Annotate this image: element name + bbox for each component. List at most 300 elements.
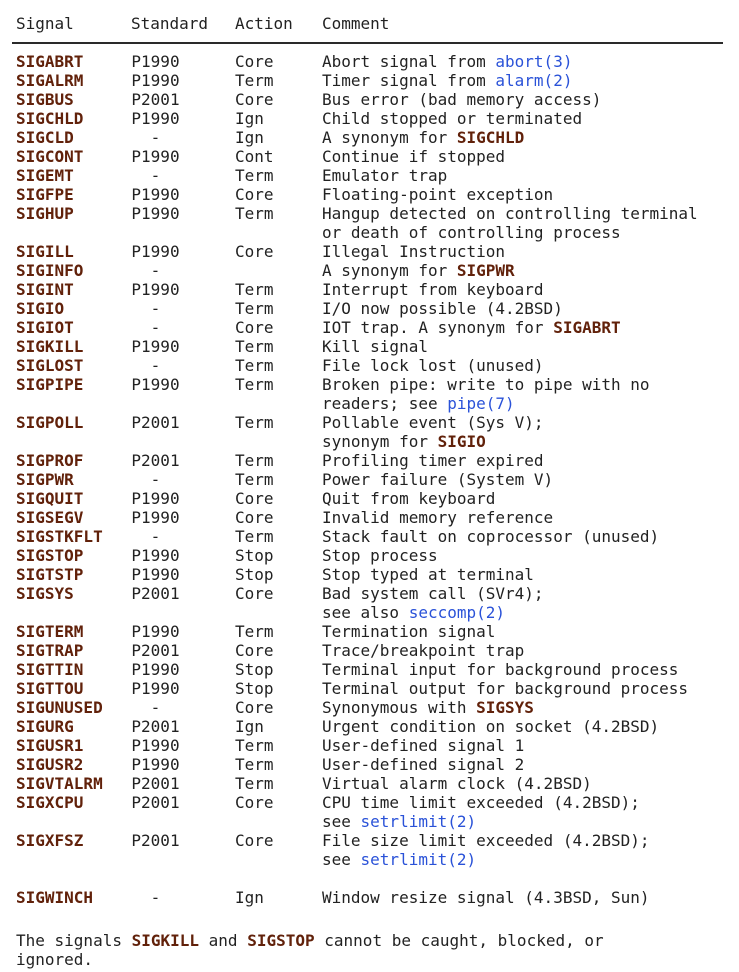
standard-cell	[131, 793, 235, 812]
man-page-link[interactable]: pipe(7)	[447, 394, 515, 413]
signal-name: SIGTTOU	[16, 679, 84, 698]
table-row	[16, 261, 723, 280]
comment-line	[322, 432, 723, 451]
standard-cell	[131, 375, 235, 394]
action-cell	[235, 166, 322, 185]
text-span: Stack fault on coprocessor (unused)	[322, 527, 660, 546]
action-value: Stop	[235, 546, 274, 565]
action-value: Stop	[235, 660, 274, 679]
signal-name-cell	[16, 736, 131, 755]
text-span: Floating-point exception	[322, 185, 554, 204]
comment-cell	[322, 90, 723, 109]
standard-value: P1990	[131, 71, 180, 90]
text-span: cannot be caught, blocked, or	[314, 931, 604, 950]
signal-name: SIGUSR2	[16, 755, 84, 774]
action-cell	[235, 318, 322, 337]
standard-value: -	[150, 356, 161, 375]
standard-value: -	[150, 527, 161, 546]
text-span: File size limit exceeded (4.2BSD);	[322, 831, 650, 850]
comment-cell	[322, 204, 723, 242]
action-cell	[235, 508, 322, 527]
text-span: Interrupt from keyboard	[322, 280, 544, 299]
standard-cell	[131, 261, 235, 280]
comment-line	[322, 223, 723, 242]
text-span: Invalid memory reference	[322, 508, 554, 527]
action-value: Term	[235, 736, 274, 755]
signal-name: SIGTSTP	[16, 565, 84, 584]
table-row	[16, 755, 723, 774]
table-row	[16, 109, 723, 128]
standard-value: P1990	[131, 508, 180, 527]
standard-cell	[131, 109, 235, 128]
action-cell	[235, 451, 322, 470]
signal-name: SIGPWR	[16, 470, 74, 489]
comment-cell	[322, 413, 723, 451]
comment-cell	[322, 166, 723, 185]
action-value: Term	[235, 71, 274, 90]
action-cell	[235, 717, 322, 736]
standard-cell	[131, 888, 235, 907]
standard-cell	[131, 698, 235, 717]
text-span: see	[322, 812, 361, 831]
text-span: Virtual alarm clock (4.2BSD)	[322, 774, 592, 793]
action-value: Stop	[235, 679, 274, 698]
text-span: ignored.	[16, 950, 94, 969]
action-cell	[235, 185, 322, 204]
table-spacer	[16, 869, 723, 888]
action-cell	[235, 527, 322, 546]
standard-value: P2001	[131, 641, 180, 660]
action-cell	[235, 470, 322, 489]
text-span: Profiling timer expired	[322, 451, 544, 470]
standard-value: P1990	[131, 280, 180, 299]
signal-name-cell	[16, 698, 131, 717]
comment-line	[322, 356, 723, 375]
signal-name: SIGHUP	[16, 204, 74, 223]
action-cell	[235, 52, 322, 71]
text-span: Broken pipe: write to pipe with no	[322, 375, 650, 394]
signal-name-cell	[16, 185, 131, 204]
signal-name: SIGSEGV	[16, 508, 84, 527]
signal-name-cell	[16, 337, 131, 356]
comment-cell	[322, 565, 723, 584]
text-span: Terminal output for background process	[322, 679, 689, 698]
table-body	[16, 52, 723, 907]
text-span: Illegal Instruction	[322, 242, 506, 261]
comment-line	[322, 280, 723, 299]
text-span: A synonym for	[322, 261, 457, 280]
standard-value: P1990	[131, 660, 180, 679]
comment-cell	[322, 337, 723, 356]
signal-reference: SIGPWR	[456, 261, 515, 280]
table-row	[16, 356, 723, 375]
signal-reference: SIGSTOP	[247, 931, 315, 950]
comment-line	[322, 413, 723, 432]
standard-cell	[131, 318, 235, 337]
action-value: Term	[235, 375, 274, 394]
signal-reference: SIGSYS	[476, 698, 534, 717]
comment-line	[322, 888, 723, 907]
comment-line	[322, 660, 723, 679]
footer-line	[16, 931, 723, 950]
action-cell	[235, 356, 322, 375]
action-cell	[235, 888, 322, 907]
signal-name: SIGCHLD	[16, 109, 84, 128]
signal-name-cell	[16, 888, 131, 907]
table-row	[16, 698, 723, 717]
comment-cell	[322, 489, 723, 508]
signal-name-cell	[16, 451, 131, 470]
standard-value: P1990	[131, 565, 180, 584]
standard-cell	[131, 128, 235, 147]
signal-name-cell	[16, 413, 131, 432]
action-value: Term	[235, 166, 274, 185]
comment-cell	[322, 717, 723, 736]
signal-name: SIGXFSZ	[16, 831, 84, 850]
text-span: Kill signal	[322, 337, 428, 356]
signal-table	[16, 14, 723, 907]
standard-cell	[131, 90, 235, 109]
standard-value: P1990	[131, 489, 180, 508]
comment-line	[322, 299, 723, 318]
table-row	[16, 774, 723, 793]
signal-name-cell	[16, 71, 131, 90]
comment-cell	[322, 128, 723, 147]
standard-cell	[131, 736, 235, 755]
standard-cell	[131, 185, 235, 204]
action-value: Term	[235, 280, 274, 299]
text-span: CPU time limit exceeded (4.2BSD);	[322, 793, 640, 812]
man-page-link[interactable]: setrlimit(2)	[360, 812, 477, 831]
comment-cell	[322, 793, 723, 831]
comment-line	[322, 489, 723, 508]
action-value: Ign	[235, 128, 264, 147]
signal-name: SIGABRT	[16, 52, 84, 71]
action-cell	[235, 736, 322, 755]
action-cell	[235, 280, 322, 299]
man-page-link[interactable]: abort(3)	[495, 52, 573, 71]
text-span: A synonym for	[322, 128, 457, 147]
standard-cell	[131, 717, 235, 736]
table-row	[16, 831, 723, 869]
comment-line	[322, 318, 723, 337]
action-value: Term	[235, 337, 274, 356]
signal-name: SIGEMT	[16, 166, 74, 185]
action-cell	[235, 299, 322, 318]
action-cell	[235, 204, 322, 223]
signal-name: SIGXCPU	[16, 793, 84, 812]
comment-line	[322, 603, 723, 622]
standard-value: P1990	[131, 204, 180, 223]
signal-name-cell	[16, 356, 131, 375]
action-value: Ign	[235, 109, 264, 128]
signal-reference: SIGABRT	[553, 318, 621, 337]
text-span: File lock lost (unused)	[322, 356, 544, 375]
table-row	[16, 660, 723, 679]
table-row	[16, 565, 723, 584]
comment-line	[322, 109, 723, 128]
action-cell	[235, 489, 322, 508]
signal-name: SIGLOST	[16, 356, 84, 375]
signal-name: SIGUSR1	[16, 736, 84, 755]
table-row	[16, 71, 723, 90]
comment-cell	[322, 584, 723, 622]
signal-name-cell	[16, 508, 131, 527]
signal-name: SIGVTALRM	[16, 774, 103, 793]
text-span: I/O now possible (4.2BSD)	[322, 299, 563, 318]
signal-name: SIGPROF	[16, 451, 84, 470]
text-span: User-defined signal 2	[322, 755, 525, 774]
standard-cell	[131, 166, 235, 185]
action-cell	[235, 679, 322, 698]
standard-cell	[131, 489, 235, 508]
comment-cell	[322, 147, 723, 166]
standard-cell	[131, 337, 235, 356]
standard-value: -	[150, 128, 161, 147]
signal-name: SIGTTIN	[16, 660, 84, 679]
standard-cell	[131, 204, 235, 223]
standard-cell	[131, 831, 235, 850]
signal-name-cell	[16, 242, 131, 261]
action-value: Term	[235, 451, 274, 470]
comment-line	[322, 774, 723, 793]
standard-cell	[131, 641, 235, 660]
table-row	[16, 793, 723, 831]
table-row	[16, 128, 723, 147]
signal-name: SIGUNUSED	[16, 698, 103, 717]
signal-name-cell	[16, 90, 131, 109]
signal-name: SIGWINCH	[16, 888, 94, 907]
signal-name-cell	[16, 774, 131, 793]
column-header-signal: Signal	[16, 14, 74, 33]
signal-name-cell	[16, 527, 131, 546]
signal-name: SIGBUS	[16, 90, 74, 109]
column-header-comment: Comment	[322, 14, 390, 33]
action-value: Term	[235, 356, 274, 375]
action-value: Ign	[235, 888, 264, 907]
text-span: readers; see	[322, 394, 448, 413]
signal-name: SIGALRM	[16, 71, 84, 90]
comment-line	[322, 470, 723, 489]
comment-line	[322, 641, 723, 660]
action-value: Term	[235, 204, 274, 223]
column-header-action: Action	[235, 14, 293, 33]
comment-line	[322, 185, 723, 204]
comment-line	[322, 166, 723, 185]
signal-name-cell	[16, 641, 131, 660]
action-value: Term	[235, 299, 274, 318]
standard-cell	[131, 242, 235, 261]
comment-line	[322, 850, 723, 869]
text-span: Trace/breakpoint trap	[322, 641, 525, 660]
action-value: Stop	[235, 565, 274, 584]
comment-cell	[322, 71, 723, 90]
signal-reference: SIGCHLD	[456, 128, 525, 147]
action-value: Term	[235, 413, 274, 432]
text-span: Timer signal from	[322, 71, 496, 90]
comment-cell	[322, 52, 723, 71]
comment-cell	[322, 831, 723, 869]
text-span: User-defined signal 1	[322, 736, 525, 755]
standard-value: -	[150, 470, 161, 489]
text-span: synonym for	[322, 432, 438, 451]
signal-name-cell	[16, 109, 131, 128]
action-value: Term	[235, 622, 274, 641]
signal-name-cell	[16, 375, 131, 394]
comment-cell	[322, 375, 723, 413]
signal-name: SIGSTKFLT	[16, 527, 103, 546]
action-cell	[235, 565, 322, 584]
header-divider-line	[12, 42, 723, 44]
signal-name: SIGSYS	[16, 584, 74, 603]
signal-name-cell	[16, 546, 131, 565]
standard-value: P2001	[131, 451, 180, 470]
comment-cell	[322, 888, 723, 907]
signal-name-cell	[16, 128, 131, 147]
table-row	[16, 242, 723, 261]
signal-name-cell	[16, 261, 131, 280]
comment-cell	[322, 318, 723, 337]
comment-line	[322, 52, 723, 71]
comment-cell	[322, 774, 723, 793]
table-row	[16, 717, 723, 736]
comment-line	[322, 128, 723, 147]
table-row	[16, 584, 723, 622]
action-cell	[235, 584, 322, 603]
action-value: Cont	[235, 147, 274, 166]
comment-cell	[322, 755, 723, 774]
signal-name: SIGINT	[16, 280, 74, 299]
table-row	[16, 451, 723, 470]
standard-value: P1990	[131, 109, 180, 128]
header-divider-slot	[16, 33, 723, 52]
table-row	[16, 470, 723, 489]
action-cell	[235, 831, 322, 850]
text-span: Stop process	[322, 546, 438, 565]
comment-line	[322, 204, 723, 223]
signal-name: SIGCONT	[16, 147, 84, 166]
action-cell	[235, 90, 322, 109]
comment-line	[322, 261, 723, 280]
man-page-link[interactable]: setrlimit(2)	[360, 850, 477, 869]
text-span: Pollable event (Sys V);	[322, 413, 544, 432]
table-row	[16, 489, 723, 508]
comment-line	[322, 90, 723, 109]
standard-cell	[131, 299, 235, 318]
standard-cell	[131, 147, 235, 166]
standard-value: P2001	[131, 584, 180, 603]
comment-line	[322, 812, 723, 831]
action-value: Core	[235, 698, 274, 717]
action-cell	[235, 546, 322, 565]
comment-cell	[322, 622, 723, 641]
action-value: Term	[235, 755, 274, 774]
standard-value: P1990	[131, 185, 180, 204]
signal-name-cell	[16, 679, 131, 698]
comment-line	[322, 831, 723, 850]
comment-line	[322, 375, 723, 394]
table-row	[16, 622, 723, 641]
text-span: Synonymous with	[322, 698, 477, 717]
comment-cell	[322, 470, 723, 489]
signal-name-cell	[16, 299, 131, 318]
table-row	[16, 299, 723, 318]
comment-line	[322, 736, 723, 755]
comment-line	[322, 508, 723, 527]
standard-value: P2001	[131, 793, 180, 812]
signal-name-cell	[16, 565, 131, 584]
comment-cell	[322, 679, 723, 698]
signal-name: SIGINFO	[16, 261, 84, 280]
text-span: Bus error (bad memory access)	[322, 90, 602, 109]
text-span: Urgent condition on socket (4.2BSD)	[322, 717, 660, 736]
action-value: Core	[235, 318, 274, 337]
signal-name: SIGQUIT	[16, 489, 84, 508]
table-row	[16, 147, 723, 166]
standard-cell	[131, 565, 235, 584]
standard-value: -	[150, 318, 161, 337]
standard-cell	[131, 280, 235, 299]
comment-cell	[322, 508, 723, 527]
action-cell	[235, 793, 322, 812]
signal-name-cell	[16, 280, 131, 299]
action-value: Core	[235, 52, 274, 71]
standard-value: P1990	[131, 546, 180, 565]
signal-name: SIGTRAP	[16, 641, 84, 660]
comment-line	[322, 698, 723, 717]
table-row	[16, 204, 723, 242]
comment-line	[322, 679, 723, 698]
signal-name-cell	[16, 318, 131, 337]
signal-reference: SIGIO	[437, 432, 486, 451]
text-span: Power failure (System V)	[322, 470, 554, 489]
comment-cell	[322, 356, 723, 375]
standard-value: P1990	[131, 52, 180, 71]
comment-cell	[322, 451, 723, 470]
text-span: and	[199, 931, 248, 950]
text-span: Emulator trap	[322, 166, 448, 185]
comment-cell	[322, 546, 723, 565]
signal-name-cell	[16, 470, 131, 489]
signal-name: SIGURG	[16, 717, 74, 736]
comment-cell	[322, 280, 723, 299]
text-span: IOT trap. A synonym for	[322, 318, 554, 337]
man-page-link[interactable]: alarm(2)	[495, 71, 573, 90]
signal-name: SIGSTOP	[16, 546, 84, 565]
standard-value: P1990	[131, 679, 180, 698]
table-row	[16, 166, 723, 185]
man-page-link[interactable]: seccomp(2)	[408, 603, 506, 622]
standard-cell	[131, 622, 235, 641]
standard-value: P1990	[131, 375, 180, 394]
action-value: Core	[235, 584, 274, 603]
text-span: or death of controlling process	[322, 223, 621, 242]
comment-cell	[322, 641, 723, 660]
table-row	[16, 508, 723, 527]
standard-value: -	[150, 261, 161, 280]
table-row	[16, 375, 723, 413]
text-span: Termination signal	[322, 622, 496, 641]
action-cell	[235, 660, 322, 679]
standard-value: P1990	[131, 622, 180, 641]
table-row	[16, 90, 723, 109]
comment-line	[322, 527, 723, 546]
action-cell	[235, 128, 322, 147]
text-span: Bad system call (SVr4);	[322, 584, 544, 603]
standard-cell	[131, 546, 235, 565]
action-value: Core	[235, 793, 274, 812]
signal-name-cell	[16, 755, 131, 774]
